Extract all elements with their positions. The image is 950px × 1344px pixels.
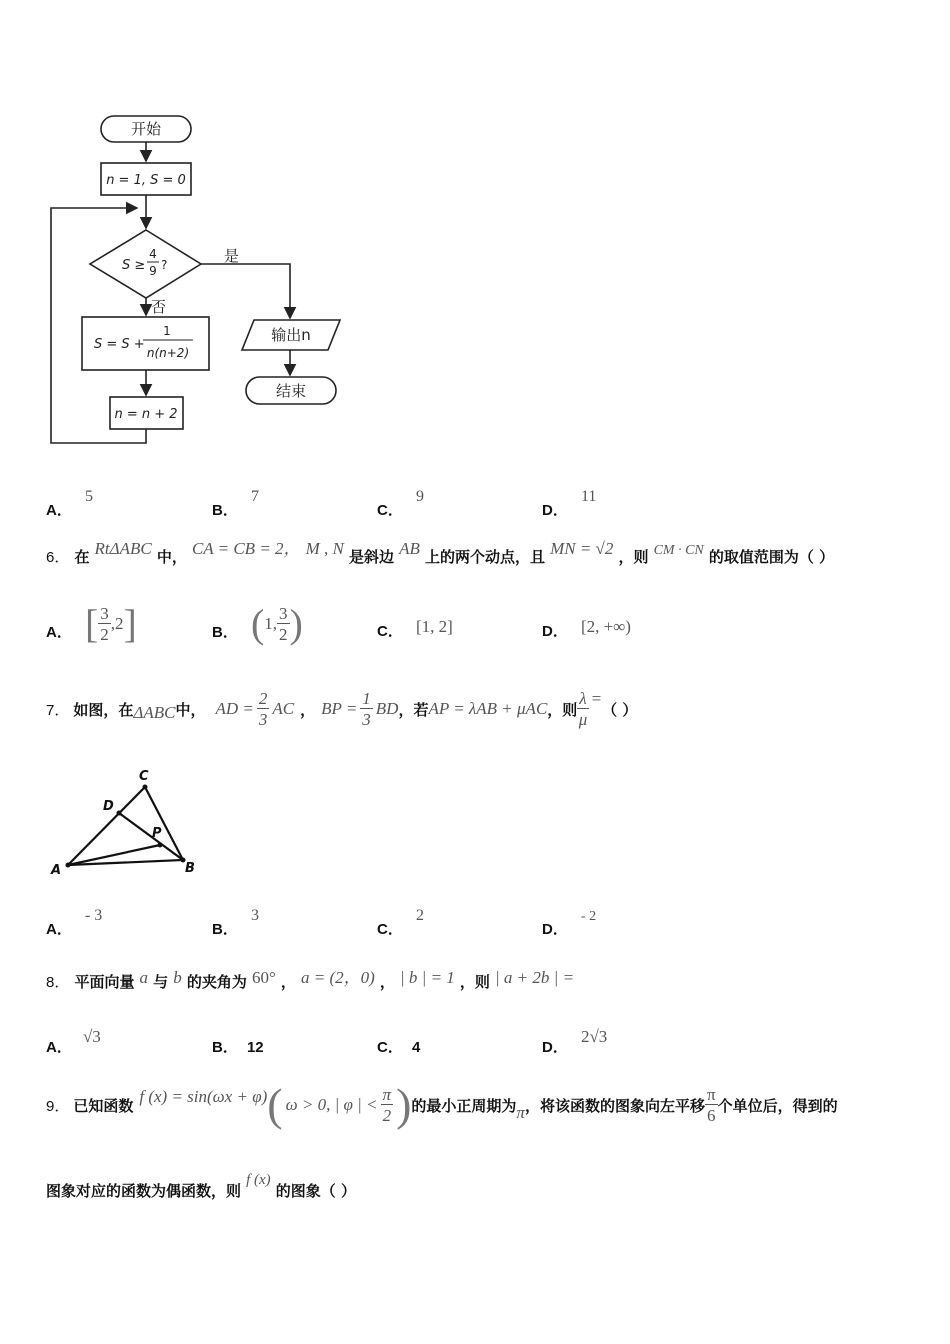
q8-math-b: b <box>173 968 182 987</box>
flow-decision-num: 4 <box>149 247 157 261</box>
q6-math-triangle: RtΔABC <box>94 539 152 558</box>
flow-update-num: 1 <box>163 324 171 338</box>
q7-math-triangle: ΔABC <box>133 703 176 722</box>
option-label: B． <box>212 624 238 641</box>
q8-option-b[interactable] <box>212 1036 264 1057</box>
option-label: C． <box>377 623 403 640</box>
q6-option-c[interactable] <box>377 617 453 641</box>
q8-text-3: 的夹角为 <box>186 973 247 991</box>
q6-option-a[interactable] <box>46 601 137 646</box>
q6-math-dot: CM · CN <box>653 543 704 558</box>
triangle-figure <box>45 765 215 880</box>
flow-init-text: n = 1, S = 0 <box>106 173 186 188</box>
q8-option-c[interactable] <box>377 1036 420 1057</box>
question-number: 9． <box>46 1097 70 1115</box>
point-p-label: P <box>152 826 162 841</box>
flow-increment-text: n = n + 2 <box>114 407 178 422</box>
option-label: C． <box>377 921 403 938</box>
option-value: 11 <box>580 488 597 505</box>
option-value: [1, 2] <box>415 617 453 636</box>
point-d-label: D <box>103 799 114 814</box>
option-label: C． <box>377 502 403 519</box>
q6-text-1: 在 <box>74 548 90 566</box>
option-value: √3 <box>82 1027 101 1046</box>
q9-math-shift: $\frac{\pi}{6}$ <box>706 1085 716 1125</box>
q7-sep: ， <box>300 700 316 719</box>
option-value: - 3 <box>84 907 103 924</box>
q9-text-1: 已知函数 <box>73 1096 134 1115</box>
flow-yes-label: 是 <box>224 247 240 265</box>
q8-text-1: 平面向量 <box>74 973 135 991</box>
q8-text-2: 与 <box>153 973 169 991</box>
q8-math-bnorm: | b | = 1 <box>399 968 455 987</box>
q7-option-a[interactable] <box>46 904 103 938</box>
q8-sep-2: ， <box>379 973 395 991</box>
q8-option-d[interactable] <box>542 1026 608 1056</box>
q7-stem <box>46 690 916 728</box>
q9-text-3: ，将该函数的图象向左平移 <box>524 1096 705 1115</box>
option-value: 9 <box>415 488 424 505</box>
option-label: A． <box>46 1039 72 1056</box>
vertex-b-label: B <box>185 861 195 876</box>
option-value: 5 <box>84 488 93 505</box>
q9-text-4: 个单位后，得到的 <box>717 1096 838 1115</box>
flow-end-text: 结束 <box>275 382 307 400</box>
q6-text-6: 的取值范围为（ ） <box>708 548 835 566</box>
q6-text-5: ，则 <box>618 548 649 566</box>
vertex-c-label: C <box>139 769 149 784</box>
q8-sep-1: ， <box>280 973 296 991</box>
q8-math-target: | a + 2b | = <box>495 968 575 987</box>
option-label: B． <box>212 1039 238 1056</box>
flow-start-text: 开始 <box>130 120 162 138</box>
q6-option-d[interactable] <box>542 617 631 641</box>
option-value: [ $\frac{3}{2}$ ,2 ] <box>84 601 137 646</box>
q6-stem <box>46 539 916 567</box>
option-value: 4 <box>411 1039 421 1056</box>
option-label: A． <box>46 502 72 519</box>
option-label: A． <box>46 624 72 641</box>
flow-decision-shape <box>90 230 201 298</box>
option-label: D． <box>542 921 568 938</box>
option-value: [2, +∞) <box>580 617 631 636</box>
option-value: ( 1, $\frac{3}{2}$ ) <box>250 601 303 646</box>
option-label: D． <box>542 502 568 519</box>
question-number: 6． <box>46 549 70 566</box>
q7-option-c[interactable] <box>377 904 424 938</box>
option-label: A． <box>46 921 72 938</box>
option-value: 7 <box>250 488 259 505</box>
q6-math-hyp: AB <box>399 539 420 558</box>
q9-text-5: 图象对应的函数为偶函数，则 <box>46 1182 242 1200</box>
q6-text-3: 是斜边 <box>348 548 394 566</box>
flow-update-den: n(n+2) <box>146 346 190 360</box>
q9-math-function: f (x) = sin(ωx + φ) <box>139 1087 268 1106</box>
q8-math-avec: a = (2，0) <box>300 968 375 987</box>
option-value: 12 <box>246 1039 264 1056</box>
q5-option-b[interactable] <box>212 485 259 519</box>
q7-text-5: （ ） <box>602 700 638 719</box>
q7-math-bp: BP = $\frac{1}{3}$ BD <box>321 689 399 729</box>
q5-option-c[interactable] <box>377 485 424 519</box>
option-label: D． <box>542 623 568 640</box>
q8-option-a[interactable] <box>46 1026 101 1056</box>
q5-option-a[interactable] <box>46 485 93 519</box>
vertex-a-label: A <box>51 863 62 878</box>
q8-math-angle: 60° <box>251 968 276 987</box>
option-label: D． <box>542 1039 568 1056</box>
option-value: - 2 <box>580 909 597 924</box>
q6-math-sides: CA = CB = 2， <box>191 539 301 558</box>
q8-math-a: a <box>139 968 149 987</box>
q9-math-condition: ( ω > 0, | φ | < $\frac{\pi}{2}$ ) <box>267 1079 412 1130</box>
q5-option-d[interactable] <box>542 485 597 519</box>
q8-stem <box>46 967 916 992</box>
q7-text-2: 中， <box>175 700 206 719</box>
q7-text-1: 如图，在 <box>73 700 134 719</box>
flowchart <box>40 105 360 455</box>
q6-option-b[interactable] <box>212 601 303 646</box>
option-value: 2√3 <box>580 1027 608 1046</box>
option-label: B． <box>212 921 238 938</box>
flow-no-label: 否 <box>151 298 167 316</box>
q9-math-fx: f (x) <box>246 1172 271 1188</box>
q6-math-mn: MN = √2 <box>550 539 614 558</box>
q7-text-3: ，若 <box>398 700 429 719</box>
q6-text-2: 中， <box>156 548 187 566</box>
flow-decision-tail: ? <box>161 258 168 272</box>
q6-text-4: 上的两个动点，且 <box>424 548 545 566</box>
q7-math-ad: AD = $\frac{2}{3}$ AC <box>215 689 295 729</box>
q9-text-2: 的最小正周期为 <box>411 1096 517 1115</box>
q7-math-ap: AP = λAB + μAC <box>428 699 548 718</box>
q9-stem-line2 <box>46 1172 916 1201</box>
option-value: 2 <box>415 907 424 924</box>
flow-update-lhs: S = S + <box>94 337 145 352</box>
flow-decision-lhs: S ≥ <box>122 258 146 273</box>
q6-math-points: M , N <box>305 539 344 558</box>
option-value: 3 <box>250 907 259 924</box>
q7-option-b[interactable] <box>212 904 259 938</box>
flow-output-text: 输出n <box>271 326 311 344</box>
option-label: B． <box>212 502 238 519</box>
q7-option-d[interactable] <box>542 904 597 938</box>
q7-math-ratio: $\frac{\lambda}{\mu}$ = <box>578 689 603 729</box>
q8-text-4: ，则 <box>459 973 490 991</box>
q7-text-4: ，则 <box>547 700 578 719</box>
question-number: 8． <box>46 974 70 991</box>
option-label: C． <box>377 1039 403 1056</box>
flow-decision-den: 9 <box>149 264 157 278</box>
q9-text-6: 的图象（ ） <box>275 1182 357 1200</box>
q9-stem-line1 <box>46 1079 926 1130</box>
question-number: 7． <box>46 701 70 719</box>
q9-math-period: π <box>516 1103 525 1122</box>
